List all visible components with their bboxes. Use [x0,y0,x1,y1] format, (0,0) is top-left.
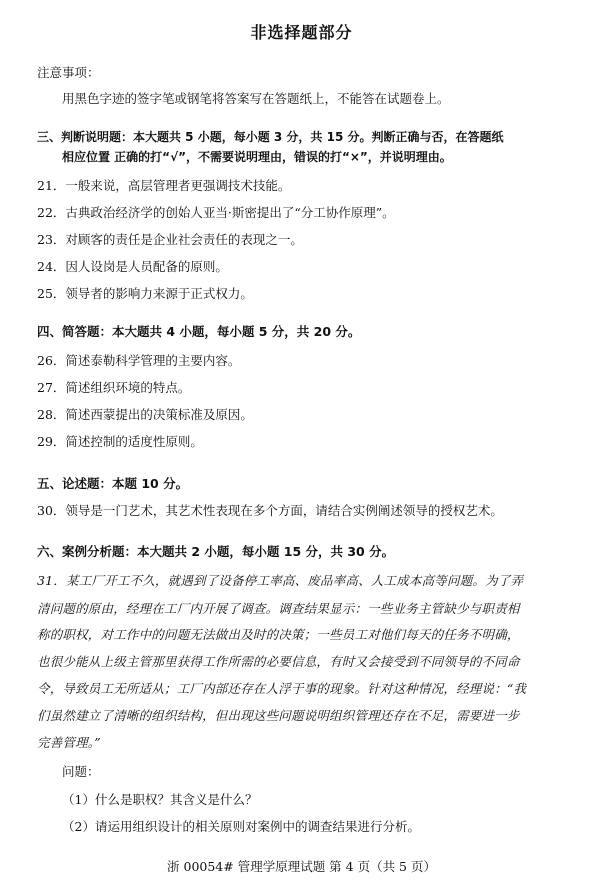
question-22: 22．古典政治经济学的创始人亚当·斯密提出了“分工协作原理”。 [37,205,395,220]
section5-heading: 五、论述题：本题 10 分。 [37,476,189,491]
case-line-1: 31．某工厂开工不久，就遇到了设备停工率高、废品率高、人工成本高等问题。为了弄 [37,573,524,588]
case-line-5: 令，导致员工无所适从；工厂内部还存在人浮于事的现象。针对这种情况，经理说：“我 [37,681,527,696]
case-line-6: 们虽然建立了清晰的组织结构，但出现这些问题说明组织管理还存在不足，需要进一步 [37,708,520,723]
case-line-3: 称的职权，对工作中的问题无法做出及时的决策；一些员工对他们每天的任务不明确， [37,627,520,642]
case-line-7: 完善管理。” [37,735,101,750]
sub-question-1: （1）什么是职权？其含义是什么？ [62,792,258,807]
case-line-2: 清问题的原由，经理在工厂内开展了调查。调查结果显示：一些业务主管缺少与职责相 [37,601,520,616]
question-30: 30．领导是一门艺术，其艺术性表现在多个方面，请结合实例阐述领导的授权艺术。 [37,503,503,518]
page-title: 非选择题部分 [250,23,353,42]
question-26: 26．简述泰勒科学管理的主要内容。 [37,353,241,368]
question-29: 29．简述控制的适度性原则。 [37,434,203,449]
section6-heading: 六、案例分析题：本大题共 2 小题，每小题 15 分，共 30 分。 [37,544,395,559]
question-23: 23．对顾客的责任是企业社会责任的表现之一。 [37,232,303,247]
question-28: 28．简述西蒙提出的决策标准及原因。 [37,407,253,422]
question-21: 21．一般来说，高层管理者更强调技术技能。 [37,178,291,193]
question-24: 24．因人设岗是人员配备的原则。 [37,259,228,274]
sub-question-2: （2）请运用组织设计的相关原则对案例中的调查结果进行分析。 [62,819,420,834]
section4-heading: 四、简答题：本大题共 4 小题，每小题 5 分，共 20 分。 [37,324,361,339]
question-27: 27．简述组织环境的特点。 [37,380,191,395]
question-25: 25．领导者的影响力来源于正式权力。 [37,286,253,301]
notice-heading: 注意事项： [37,65,100,80]
section3-heading-line2: 相应位置 正确的打“√”，不需要说明理由，错误的打“×”，并说明理由。 [62,150,452,164]
page-footer: 浙 00054# 管理学原理试题 第 4 页（共 5 页） [167,859,436,874]
case-line-4: 也很少能从上级主管那里获得工作所需的必要信息，有时又会接受到不同领导的不同命 [37,654,520,669]
notice-text: 用黑色字迹的签字笔或钢笔将答案写在答题纸上，不能答在试题卷上。 [62,91,450,106]
question-label: 问题： [62,764,100,779]
section3-heading-line1: 三、判断说明题：本大题共 5 小题，每小题 3 分，共 15 分。判断正确与否，在答题纸 [37,130,504,144]
